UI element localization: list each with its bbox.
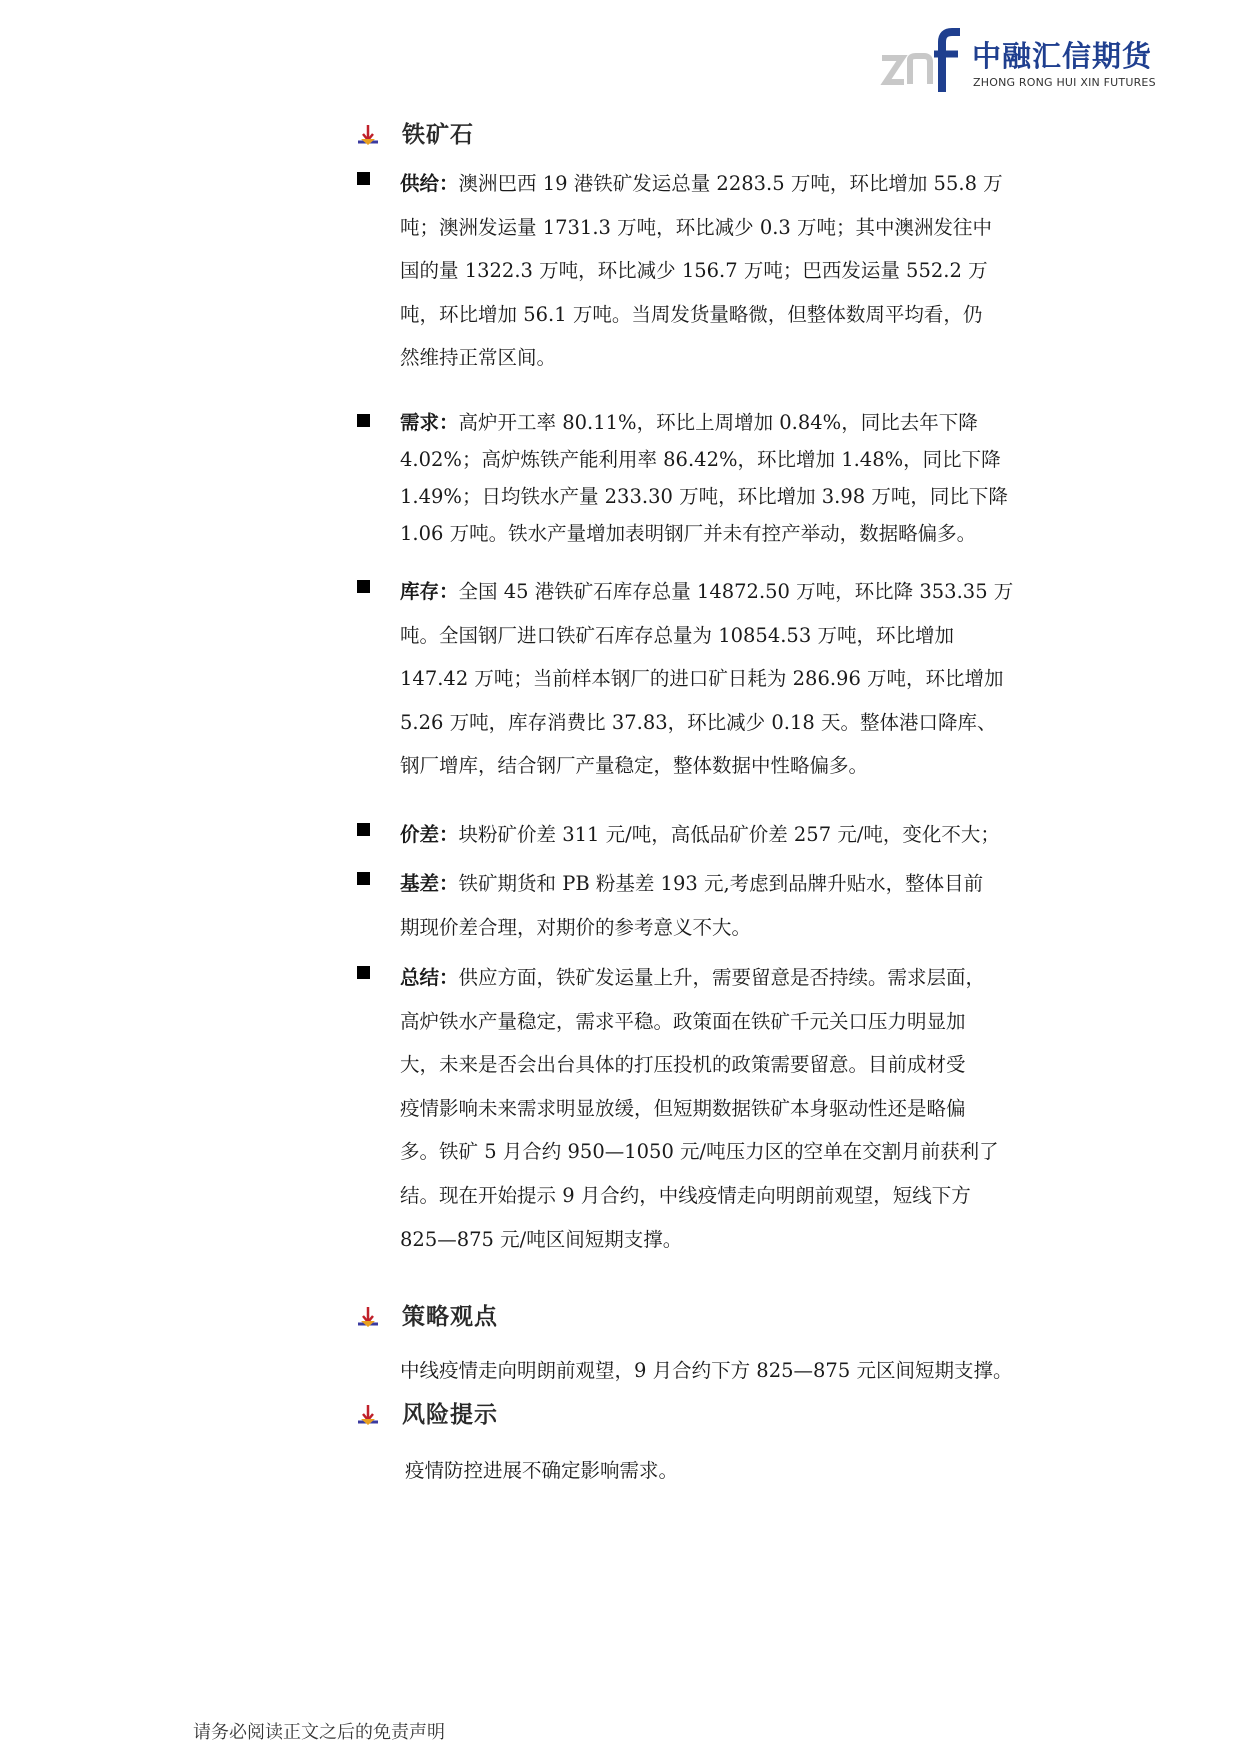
paragraph-line: 多。铁矿 5 月合约 950—1050 元/吨压力区的空单在交割月前获利了 [400, 1140, 999, 1164]
paragraph-line: 期现价差合理，对期价的参考意义不大。 [400, 915, 752, 939]
paragraph-line: 147.42 万吨；当前样本钢厂的进口矿日耗为 286.96 万吨，环比增加 [400, 667, 1004, 691]
paragraph-line: 825—875 元/吨区间短期支撑。 [400, 1227, 683, 1251]
section-marker-icon [357, 1404, 379, 1426]
bullet-square [357, 580, 370, 593]
paragraph-line: 4.02%；高炉炼铁产能利用率 86.42%，环比增加 1.48%，同比下降 [400, 448, 1001, 471]
paragraph-line: 铁矿期货和 PB 粉基差 193 元,考虑到品牌升贴水，整体目前 [458, 872, 984, 895]
company-logo [880, 28, 1165, 92]
paragraph-line: 吨，环比增加 56.1 万吨。当周发货量略微，但整体数周平均看，仍 [400, 302, 983, 326]
logo-english-name: ZHONG RONG HUI XIN FUTURES [973, 76, 1156, 89]
bullet-square [357, 823, 370, 836]
paragraph-line: 大，未来是否会出台具体的打压投机的政策需要留意。目前成材受 [400, 1053, 966, 1077]
bullet-square [357, 872, 370, 885]
section-title: 风险提示 [402, 1402, 498, 1428]
paragraph-label: 基差： [400, 872, 459, 895]
footer-disclaimer: 请务必阅读正文之后的免责声明 [193, 1722, 445, 1743]
paragraph-line: 高炉开工率 80.11%，环比上周增加 0.84%，同比去年下降 [458, 411, 978, 434]
paragraph-line: 高炉铁水产量稳定，需求平稳。政策面在铁矿千元关口压力明显加 [400, 1009, 966, 1033]
bullet-square [357, 966, 370, 979]
paragraph-line: 块粉矿价差 311 元/吨，高低品矿价差 257 元/吨，变化不大； [458, 823, 1000, 846]
paragraph-line: 钢厂增库，结合钢厂产量稳定，整体数据中性略偏多。 [400, 754, 869, 778]
paragraph-basis [400, 862, 1040, 949]
paragraph-line: 结。现在开始提示 9 月合约，中线疫情走向明朗前观望，短线下方 [400, 1183, 971, 1207]
paragraph-line: 1.06 万吨。铁水产量增加表明钢厂并未有控产举动，数据略偏多。 [400, 522, 977, 545]
strategy-text: 中线疫情走向明朗前观望，9 月合约下方 825—875 元区间短期支撑。 [400, 1359, 1013, 1382]
paragraph-line: 全国 45 港铁矿石库存总量 14872.50 万吨，环比降 353.35 万 [458, 580, 1014, 603]
paragraph-label: 需求： [400, 411, 459, 434]
paragraph-line: 疫情影响未来需求明显放缓，但短期数据铁矿本身驱动性还是略偏 [400, 1096, 966, 1120]
paragraph-line: 国的量 1322.3 万吨，环比减少 156.7 万吨；巴西发运量 552.2 万 [400, 259, 988, 283]
paragraph-summary [400, 956, 1040, 1261]
section-marker-icon [357, 1306, 379, 1328]
paragraph-supply [400, 162, 1040, 380]
paragraph-line: 1.49%；日均铁水产量 233.30 万吨，环比增加 3.98 万吨，同比下降 [400, 485, 1008, 508]
section-marker-icon [357, 124, 379, 146]
paragraph-label: 价差： [400, 823, 459, 846]
paragraph-inventory [400, 570, 1040, 788]
paragraph-line: 供应方面，铁矿发运量上升，需要留意是否持续。需求层面， [458, 966, 986, 989]
risk-text: 疫情防控进展不确定影响需求。 [405, 1459, 679, 1482]
paragraph-line: 吨；澳洲发运量 1731.3 万吨，环比减少 0.3 万吨；其中澳洲发往中 [400, 215, 993, 239]
logo-chinese-name: 中融汇信期货 [972, 39, 1153, 73]
paragraph-label: 总结： [400, 966, 459, 989]
section-title: 策略观点 [402, 1304, 498, 1330]
bullet-square [357, 172, 370, 185]
paragraph-line: 吨。全国钢厂进口铁矿石库存总量为 10854.53 万吨，环比增加 [400, 623, 954, 647]
paragraph-spread [400, 813, 1040, 857]
paragraph-line: 然维持正常区间。 [400, 346, 557, 370]
section-title: 铁矿石 [402, 122, 474, 148]
bullet-square [357, 414, 370, 427]
paragraph-line: 5.26 万吨，库存消费比 37.83，环比减少 0.18 天。整体港口降库、 [400, 710, 997, 734]
paragraph-label: 供给： [400, 172, 459, 195]
paragraph-demand [400, 404, 1040, 552]
logo-mark-icon [880, 28, 962, 92]
paragraph-line: 澳洲巴西 19 港铁矿发运总量 2283.5 万吨，环比增加 55.8 万 [458, 172, 1003, 195]
paragraph-label: 库存： [400, 580, 459, 603]
